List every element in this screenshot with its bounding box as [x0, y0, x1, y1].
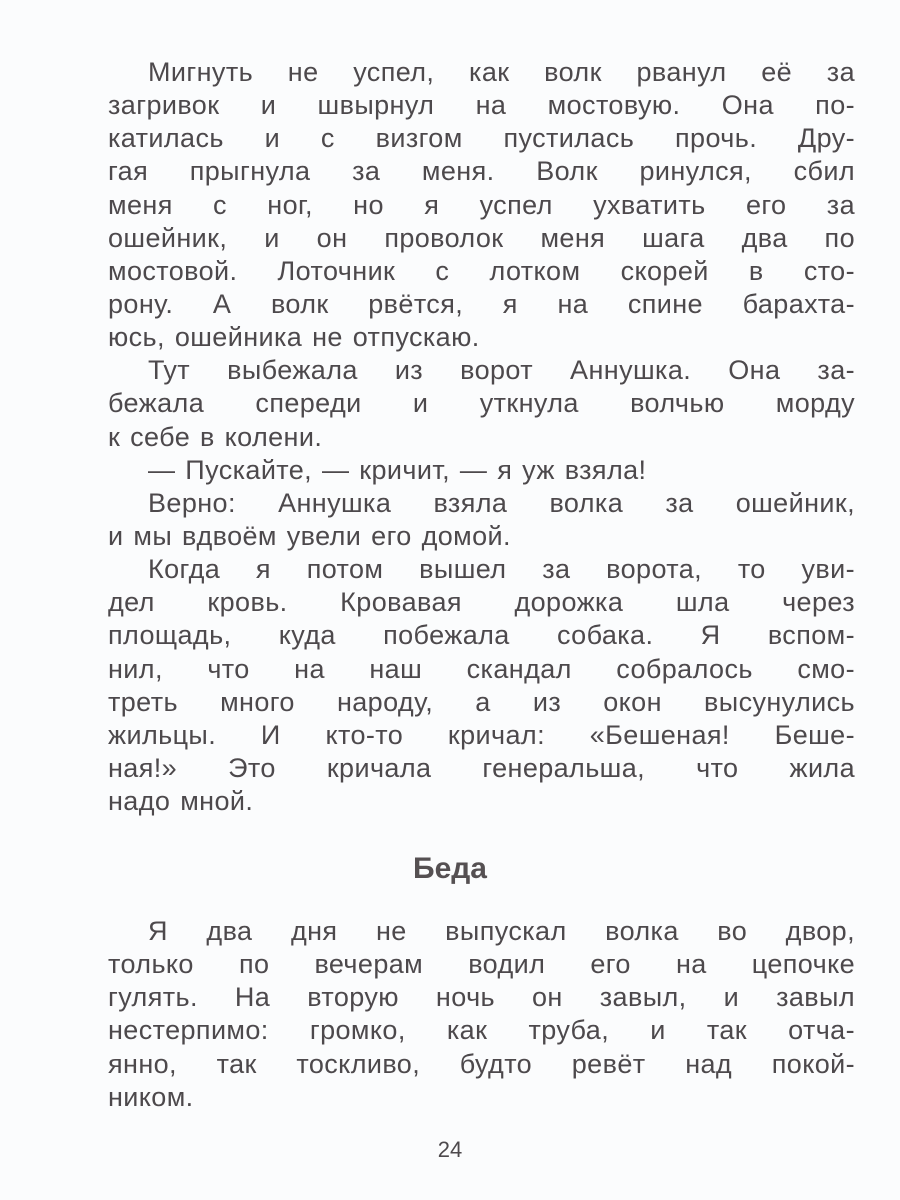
text-line: площадь, куда побежала собака. Я вспом-	[108, 620, 855, 651]
text-line: жильцы. И кто-то кричал: «Бешеная! Беше-	[108, 719, 855, 750]
text-line: и мы вдвоём увели его домой.	[108, 520, 511, 551]
text-line: дел кровь. Кровавая дорожка шла через	[108, 587, 855, 618]
text-line: только по вечерам водил его на цепочке	[108, 949, 855, 980]
text-line: Мигнуть не успел, как волк рванул её за	[148, 57, 855, 87]
text-line: ная!» Это кричала генеральша, что жила	[108, 752, 855, 783]
text-line: меня с ног, но я успел ухватить его за	[108, 189, 855, 220]
text-line: Тут выбежала из ворот Аннушка. Она за-	[148, 355, 855, 386]
section-title: Беда	[413, 852, 487, 885]
text-line: ником.	[108, 1081, 194, 1112]
text-line: катилась и с визгом пустилась прочь. Дру-	[108, 123, 855, 154]
text-line: Когда я потом вышел за ворота, то уви-	[148, 554, 855, 585]
text-before-heading	[108, 56, 855, 818]
text-line: надо мной.	[108, 786, 254, 817]
text-line: треть много народу, а из окон высунулись	[108, 686, 855, 717]
text-line: Верно: Аннушка взяла волка за ошейник,	[148, 487, 855, 518]
text-line: загривок и швырнул на мостовую. Она по-	[108, 90, 855, 121]
text-line: мостовой. Лоточник с лотком скорей в сто-	[108, 255, 855, 286]
text-line: гая прыгнула за меня. Волк ринулся, сбил	[108, 156, 855, 187]
text-line: юсь, ошейника не отпускаю.	[108, 322, 480, 353]
text-line: янно, так тоскливо, будто ревёт над покой-	[108, 1048, 855, 1079]
text-line: бежала спереди и уткнула волчью морду	[108, 388, 855, 419]
text-line: Я два дня не выпускал волка во двор,	[148, 916, 855, 946]
text-line: к себе в колени.	[108, 421, 323, 452]
text-line: гулять. На вторую ночь он завыл, и завыл	[108, 982, 855, 1013]
page-number: 24	[437, 1137, 463, 1162]
text-line: нестерпимо: громко, как труба, и так отча-	[108, 1015, 855, 1046]
text-line: рону. А волк рвётся, я на спине барахта-	[108, 288, 855, 319]
text-after-heading	[108, 915, 855, 1114]
text-line: — Пускайте, — кричит, — я уж взяла!	[148, 454, 647, 485]
text-line: нил, что на наш скандал собралось смо-	[108, 653, 855, 684]
text-line: ошейник, и он проволок меня шага два по	[108, 222, 855, 253]
